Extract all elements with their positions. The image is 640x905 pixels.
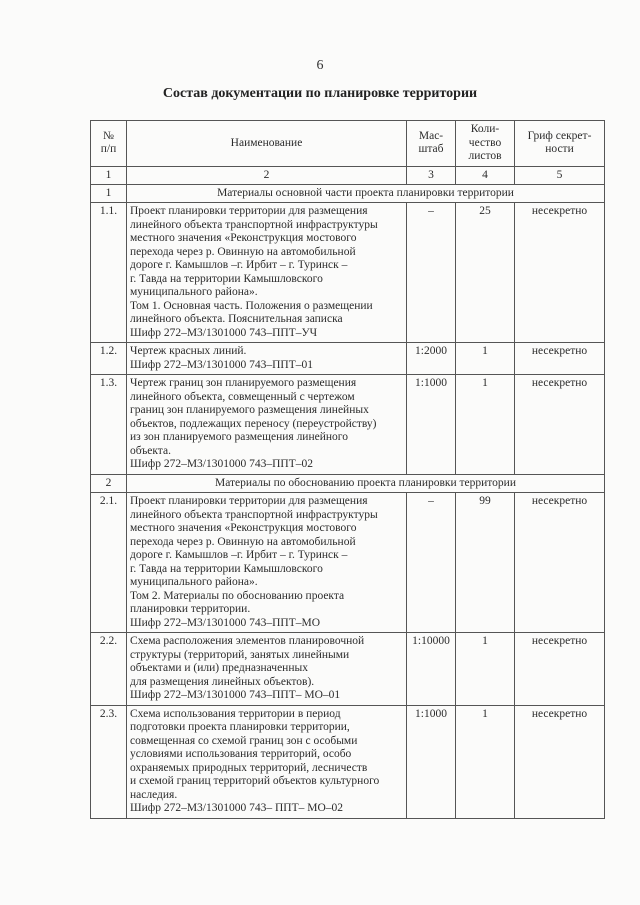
header-scale: Мас- штаб: [407, 121, 456, 167]
table-row: [91, 705, 605, 818]
row-scale: 1:1000: [407, 705, 456, 818]
row-sheets: 25: [456, 203, 515, 343]
row-scale: 1:1000: [407, 375, 456, 475]
row-name-line: подготовки проекта планировки территории,: [130, 721, 350, 733]
section-header-row: [91, 184, 605, 203]
row-name-line: объекта.: [130, 444, 171, 457]
row-secrecy: несекретно: [515, 343, 605, 375]
row-name-line: г. Тавда на территории Камышловского: [130, 272, 323, 285]
document-title: Состав документации по планировке территории: [162, 86, 478, 101]
row-scale: –: [407, 493, 456, 633]
page-number: 6: [316, 58, 324, 73]
row-name: [127, 343, 407, 375]
row-name-line: Чертеж границ зон планируемого размещения: [130, 377, 357, 389]
row-name: [127, 375, 407, 475]
row-secrecy: несекретно: [515, 493, 605, 633]
header-secrecy: Гриф секрет- ности: [515, 121, 605, 167]
column-number: 5: [515, 166, 605, 184]
row-name: [127, 203, 407, 343]
header-name: Наименование: [127, 121, 407, 167]
column-number: 2: [127, 166, 407, 184]
row-sheets: 1: [456, 375, 515, 475]
row-number: 1.3.: [91, 375, 127, 475]
column-number: 1: [91, 166, 127, 184]
row-number: 1.2.: [91, 343, 127, 375]
row-name-line: Том 1. Основная часть. Положения о размещении: [130, 299, 373, 312]
row-name-line: муниципального района».: [130, 286, 258, 298]
row-name-line: границ зон планируемого размещения линейных: [130, 404, 369, 416]
row-name-line: Шифр 272–М3/1301000 743–ППТ–01: [130, 358, 314, 371]
row-scale: 1:2000: [407, 343, 456, 375]
table-row: [91, 203, 605, 343]
row-name-line: условиями использования территорий, особо: [130, 748, 352, 760]
row-name-line: линейного объекта транспортной инфраструктуры: [130, 508, 378, 521]
row-name-line: Шифр 272–М3/1301000 743–ППТ–УЧ: [130, 326, 318, 339]
row-name-line: планировки территории.: [130, 603, 251, 615]
row-name-line: Проект планировки территории для размещения: [130, 205, 368, 217]
section-header-row: [91, 474, 605, 493]
section-title: Материалы по обоснованию проекта планировки территории: [127, 474, 605, 493]
row-name-line: Схема использования территории в период: [130, 707, 341, 720]
column-number: 4: [456, 166, 515, 184]
row-scale: –: [407, 203, 456, 343]
row-name-line: Схема расположения элементов планировочной: [130, 635, 365, 647]
row-name-line: и схемой границ территорий объектов культурного: [130, 775, 380, 787]
table-row: [91, 375, 605, 475]
row-sheets: 1: [456, 343, 515, 375]
row-name-line: местного значения «Реконструкция мостового: [130, 522, 357, 534]
row-number: 2.3.: [91, 705, 127, 818]
row-name: [127, 633, 407, 706]
row-number: 2.2.: [91, 633, 127, 706]
row-name-line: из зон планируемого размещения линейного: [130, 431, 348, 443]
table-row: [91, 493, 605, 633]
row-number: 2.1.: [91, 493, 127, 633]
row-name: [127, 705, 407, 818]
table-header-row: [91, 121, 605, 167]
row-name-line: линейного объекта, совмещенный с чертежом: [130, 390, 355, 403]
row-sheets: 1: [456, 633, 515, 706]
row-name-line: Том 2. Материалы по обоснованию проекта: [130, 589, 345, 602]
row-name-line: совмещенная со схемой границ зон с особыми: [130, 734, 358, 747]
row-secrecy: несекретно: [515, 633, 605, 706]
column-number: 3: [407, 166, 456, 184]
row-name-line: линейного объекта транспортной инфраструктуры: [130, 218, 378, 231]
row-name-line: Чертеж красных линий.: [130, 345, 247, 357]
row-name-line: Шифр 272–М3/1301000 743–ППТ–02: [130, 458, 314, 470]
row-name: [127, 493, 407, 633]
column-numbers-row: [91, 166, 605, 184]
row-sheets: 99: [456, 493, 515, 633]
row-name-line: муниципального района».: [130, 576, 258, 588]
row-name-line: дороге г. Камышлов –г. Ирбит – г. Туринск –: [130, 549, 348, 561]
section-number: 2: [91, 474, 127, 493]
row-name-line: объектами и (или) предназначенных: [130, 662, 308, 674]
row-sheets: 1: [456, 705, 515, 818]
row-name-line: перехода через р. Овинную на автомобильной: [130, 535, 356, 548]
row-name-line: линейного объекта. Пояснительная записка: [130, 313, 343, 325]
section-title: Материалы основной части проекта планировки территории: [127, 184, 605, 203]
header-sheets: Коли- чество листов: [456, 121, 515, 167]
row-name-line: наследия.: [130, 788, 178, 801]
row-name-line: Шифр 272–М3/1301000 743–ППТ–МО: [130, 616, 321, 629]
row-name-line: структуры (территорий, занятых линейными: [130, 648, 350, 661]
row-name-line: Шифр 272–М3/1301000 743–ППТ– МО–01: [130, 689, 341, 701]
row-secrecy: несекретно: [515, 375, 605, 475]
table-body: [91, 166, 605, 818]
row-secrecy: несекретно: [515, 705, 605, 818]
row-name-line: Шифр 272–М3/1301000 743– ППТ– МО–02: [130, 802, 344, 814]
row-name-line: г. Тавда на территории Камышловского: [130, 562, 323, 575]
header-num: № п/п: [91, 121, 127, 167]
section-number: 1: [91, 184, 127, 203]
row-name-line: для размещения линейных объектов).: [130, 675, 315, 688]
documentation-table: [90, 120, 605, 819]
row-secrecy: несекретно: [515, 203, 605, 343]
row-scale: 1:10000: [407, 633, 456, 706]
row-name-line: дороге г. Камышлов –г. Ирбит – г. Туринск –: [130, 259, 348, 271]
row-name-line: Проект планировки территории для размещения: [130, 495, 368, 507]
table-row: [91, 633, 605, 706]
row-name-line: местного значения «Реконструкция мостового: [130, 232, 357, 244]
row-name-line: охраняемых природных территорий, лесничеств: [130, 761, 368, 774]
table-row: [91, 343, 605, 375]
row-name-line: объектов, подлежащих переносу (переустройству): [130, 417, 377, 430]
row-name-line: перехода через р. Овинную на автомобильной: [130, 245, 356, 258]
row-number: 1.1.: [91, 203, 127, 343]
